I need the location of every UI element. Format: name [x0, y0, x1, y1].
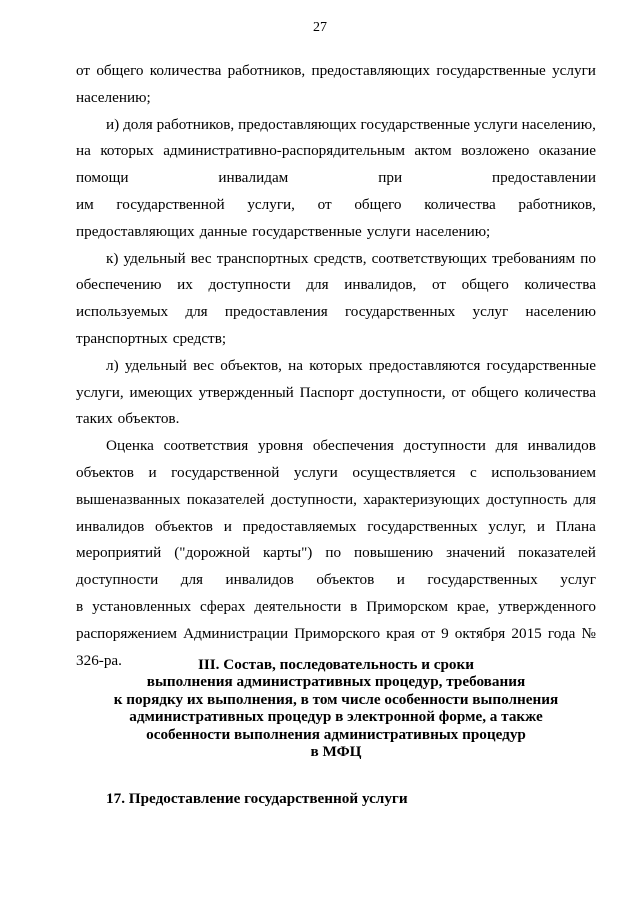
text-line: населению; — [76, 88, 151, 106]
text-line: мероприятий ("дорожной карты") по повышению значений показателей — [76, 544, 596, 562]
text-line: услуги, имеющих утвержденный Паспорт доступности, от общего количества — [76, 383, 596, 401]
document-body — [76, 58, 596, 674]
page-number: 27 — [313, 20, 327, 35]
text-line: 326-ра. — [76, 651, 122, 669]
heading-line: административных процедур в электронной форме, а также — [129, 708, 543, 726]
heading-line: в МФЦ — [310, 743, 362, 761]
text-line: распоряжением Администрации Приморского края от 9 октября 2015 года № — [76, 624, 596, 642]
text-line: предоставляющих данные государственные услуги населению; — [76, 222, 491, 240]
heading-line: к порядку их выполнения, в том числе особенности выполнения — [113, 690, 559, 708]
text-line: таких объектов. — [76, 410, 180, 428]
chapter-heading — [76, 656, 596, 760]
text-line: используемых для предоставления государственных услуг населению — [76, 303, 596, 321]
text-line: инвалидов объектов и предоставляемых государственных услуг, и Плана — [76, 517, 596, 535]
text-line: л) удельный вес объектов, на которых предоставляются государственные — [106, 356, 596, 374]
text-line: в установленных сферах деятельности в Приморском крае, утвержденного — [76, 597, 596, 615]
text-line: доступности для инвалидов объектов и государственных услуг — [76, 571, 596, 589]
heading-line: особенности выполнения административных процедур — [146, 725, 526, 743]
text-line: Оценка соответствия уровня обеспечения доступности для инвалидов — [106, 437, 596, 455]
text-line: вышеназванных показателей доступности, характеризующих доступность для — [76, 490, 596, 508]
text-line: к) удельный вес транспортных средств, соответствующих требованиям по — [106, 249, 596, 267]
text-line: на которых административно-распорядительным актом возложено оказание — [76, 142, 596, 160]
section-title: 17. Предоставление государственной услуги — [106, 790, 408, 807]
heading-line: выполнения административных процедур, требования — [146, 673, 526, 691]
heading-line: III. Состав, последовательность и сроки — [197, 656, 475, 673]
text-line: обеспечению их доступности для инвалидов, от общего количества — [76, 276, 596, 294]
text-line: транспортных средств; — [76, 329, 227, 347]
text-line: им государственной услуги, от общего количества работников, — [76, 195, 596, 213]
text-line: и) доля работников, предоставляющих государственные услуги населению, — [106, 115, 596, 133]
text-line: помощи инвалидам при предоставлении — [76, 169, 596, 187]
text-line: от общего количества работников, предоставляющих государственные услуги — [76, 62, 596, 79]
text-line: объектов и государственной услуги осуществляется с использованием — [76, 463, 596, 481]
